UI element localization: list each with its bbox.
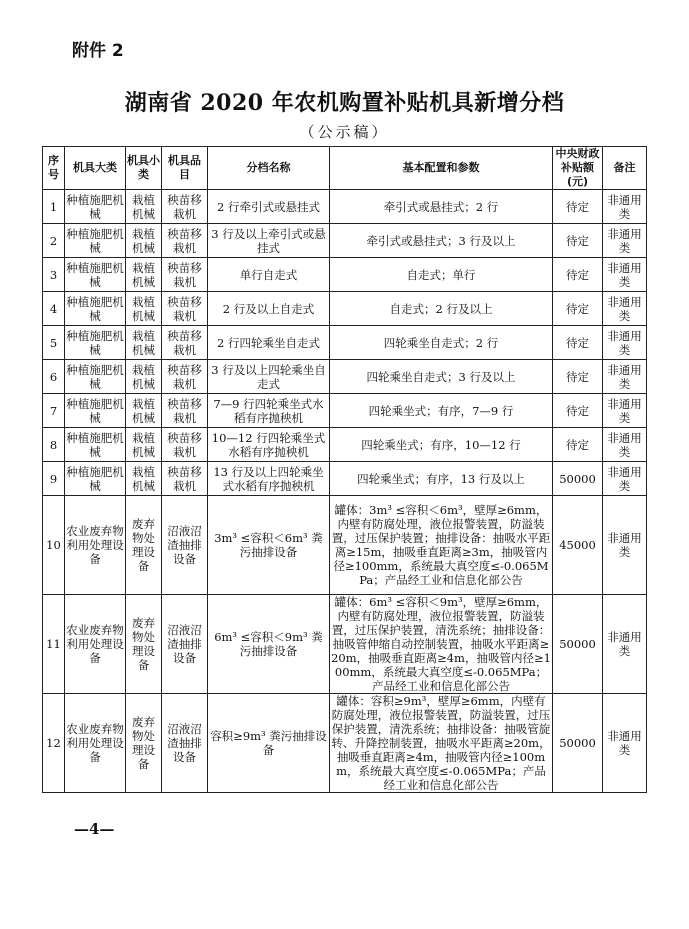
- row-number: 1: [43, 190, 65, 224]
- grade-name: 容积≥9m³ 粪污抽排设备: [208, 694, 330, 793]
- row-number: 11: [43, 595, 65, 694]
- subsidy-amount: 50000: [553, 595, 603, 694]
- row-number: 2: [43, 224, 65, 258]
- subsidy-amount: 待定: [553, 428, 603, 462]
- table-row: [43, 360, 647, 394]
- remark: 非通用类: [603, 190, 647, 224]
- attachment-label: 附件 2: [72, 41, 124, 61]
- row-number: 7: [43, 394, 65, 428]
- document-subtitle: （公示稿）: [299, 123, 390, 141]
- grade-name: 10—12 行四轮乘坐式水稻有序抛秧机: [208, 428, 330, 462]
- subsidy-amount: 待定: [553, 258, 603, 292]
- row-number: 8: [43, 428, 65, 462]
- machine-category: 种植施肥机械: [65, 326, 126, 360]
- subsidy-amount: 50000: [553, 462, 603, 496]
- grade-name: 7—9 行四轮乘坐式水稻有序抛秧机: [208, 394, 330, 428]
- machine-item: 秧苗移栽机: [162, 326, 208, 360]
- machine-subcategory: 栽植机械: [126, 394, 162, 428]
- machine-category: 种植施肥机械: [65, 190, 126, 224]
- table-row: [43, 694, 647, 793]
- table-row: [43, 462, 647, 496]
- config-params: 自走式；单行: [330, 258, 553, 292]
- grade-name: 2 行四轮乘坐自走式: [208, 326, 330, 360]
- machine-subcategory: 废弃物处理设备: [126, 496, 162, 595]
- machine-subcategory: 栽植机械: [126, 462, 162, 496]
- grade-name: 单行自走式: [208, 258, 330, 292]
- table-row: [43, 394, 647, 428]
- column-header: 中央财政补贴额(元): [553, 147, 603, 190]
- grade-name: 2 行及以上自走式: [208, 292, 330, 326]
- machine-subcategory: 栽植机械: [126, 224, 162, 258]
- remark: 非通用类: [603, 326, 647, 360]
- machine-subcategory: 栽植机械: [126, 326, 162, 360]
- machine-item: 沼液沼渣抽排设备: [162, 694, 208, 793]
- machine-category: 农业废弃物利用处理设备: [65, 694, 126, 793]
- remark: 非通用类: [603, 394, 647, 428]
- table-row: [43, 595, 647, 694]
- row-number: 9: [43, 462, 65, 496]
- machine-subcategory: 栽植机械: [126, 360, 162, 394]
- remark: 非通用类: [603, 595, 647, 694]
- machine-category: 种植施肥机械: [65, 258, 126, 292]
- machine-item: 秧苗移栽机: [162, 258, 208, 292]
- machine-item: 秧苗移栽机: [162, 292, 208, 326]
- remark: 非通用类: [603, 292, 647, 326]
- row-number: 12: [43, 694, 65, 793]
- remark: 非通用类: [603, 428, 647, 462]
- row-number: 3: [43, 258, 65, 292]
- machine-item: 秧苗移栽机: [162, 224, 208, 258]
- column-header: 分档名称: [208, 147, 330, 190]
- subsidy-amount: 50000: [553, 694, 603, 793]
- machine-category: 种植施肥机械: [65, 428, 126, 462]
- machine-category: 种植施肥机械: [65, 224, 126, 258]
- grade-name: 3 行及以上牵引式或悬挂式: [208, 224, 330, 258]
- machine-item: 秧苗移栽机: [162, 190, 208, 224]
- grade-name: 6m³ ≤容积＜9m³ 粪污抽排设备: [208, 595, 330, 694]
- row-number: 4: [43, 292, 65, 326]
- row-number: 6: [43, 360, 65, 394]
- config-params: 四轮乘坐式；有序，13 行及以上: [330, 462, 553, 496]
- grade-name: 3 行及以上四轮乘坐自走式: [208, 360, 330, 394]
- config-params: 四轮乘坐自走式；3 行及以上: [330, 360, 553, 394]
- machine-item: 沼液沼渣抽排设备: [162, 496, 208, 595]
- machine-subcategory: 栽植机械: [126, 428, 162, 462]
- machine-subcategory: 栽植机械: [126, 190, 162, 224]
- column-header: 基本配置和参数: [330, 147, 553, 190]
- table-row: [43, 292, 647, 326]
- table-header-row: [43, 147, 647, 190]
- subsidy-amount: 待定: [553, 326, 603, 360]
- config-params: 四轮乘坐式；有序，10—12 行: [330, 428, 553, 462]
- machine-category: 种植施肥机械: [65, 292, 126, 326]
- machine-category: 农业废弃物利用处理设备: [65, 595, 126, 694]
- config-params: 四轮乘坐自走式；2 行: [330, 326, 553, 360]
- config-params: 牵引式或悬挂式；3 行及以上: [330, 224, 553, 258]
- column-header: 备注: [603, 147, 647, 190]
- remark: 非通用类: [603, 360, 647, 394]
- machine-category: 种植施肥机械: [65, 360, 126, 394]
- page-number: —4—: [74, 820, 115, 838]
- config-params: 四轮乘坐式；有序，7—9 行: [330, 394, 553, 428]
- grade-name: 3m³ ≤容积＜6m³ 粪污抽排设备: [208, 496, 330, 595]
- config-params: 罐体：容积≥9m³，壁厚≥6mm，内壁有防腐处理，液位报警装置，防溢装置，过压保护装置，清洗系统；抽排设备：抽吸管旋转、升降控制装置，抽吸水平距离≥20m，抽吸垂直距离≥4m，抽吸管内径≥100mm，系统最大真空度≤-0.065MPa；产品经工业和信息化部公告: [331, 694, 551, 792]
- config-params: 自走式；2 行及以上: [330, 292, 553, 326]
- remark: 非通用类: [603, 694, 647, 793]
- table-row: [43, 428, 647, 462]
- table-row: [43, 496, 647, 595]
- table-row: [43, 326, 647, 360]
- row-number: 10: [43, 496, 65, 595]
- config-params: 罐体：3m³ ≤容积＜6m³，壁厚≥6mm，内壁有防腐处理，液位报警装置，防溢装置，过压保护装置；抽排设备：抽吸水平距离≥15m，抽吸垂直距离≥3m，抽吸管内径≥100mm，系统最大真空度≤-0.065MPa；产品经工业和信息化部公告: [330, 496, 553, 595]
- machine-item: 秧苗移栽机: [162, 428, 208, 462]
- remark: 非通用类: [603, 258, 647, 292]
- document-title: 湖南省 2020 年农机购置补贴机具新增分档: [124, 90, 565, 116]
- column-header: 序号: [43, 147, 65, 190]
- machine-subcategory: 废弃物处理设备: [126, 694, 162, 793]
- column-header: 机具品目: [162, 147, 208, 190]
- grade-name: 2 行牵引式或悬挂式: [208, 190, 330, 224]
- machine-category: 种植施肥机械: [65, 394, 126, 428]
- table-row: [43, 224, 647, 258]
- remark: 非通用类: [603, 496, 647, 595]
- machine-item: 秧苗移栽机: [162, 360, 208, 394]
- subsidy-amount: 45000: [553, 496, 603, 595]
- table-row: [43, 258, 647, 292]
- subsidy-amount: 待定: [553, 394, 603, 428]
- subsidy-amount: 待定: [553, 224, 603, 258]
- subsidy-amount: 待定: [553, 360, 603, 394]
- column-header: 机具大类: [65, 147, 126, 190]
- column-header: 机具小类: [126, 147, 162, 190]
- subsidy-amount: 待定: [553, 190, 603, 224]
- subsidy-table: [42, 146, 647, 793]
- remark: 非通用类: [603, 462, 647, 496]
- subsidy-amount: 待定: [553, 292, 603, 326]
- machine-item: 秧苗移栽机: [162, 462, 208, 496]
- remark: 非通用类: [603, 224, 647, 258]
- machine-subcategory: 栽植机械: [126, 258, 162, 292]
- grade-name: 13 行及以上四轮乘坐式水稻有序抛秧机: [208, 462, 330, 496]
- machine-category: 农业废弃物利用处理设备: [65, 496, 126, 595]
- config-params: 罐体：6m³ ≤容积＜9m³，壁厚≥6mm，内壁有防腐处理，液位报警装置，防溢装置，过压保护装置，清洗系统；抽排设备：抽吸管伸缩自动控制装置，抽吸水平距离≥20m，抽吸垂直距离≥4m，抽吸管内径≥100mm，系统最大真空度≤-0.065MPa；产品经工业和信息化部公告: [331, 595, 551, 693]
- row-number: 5: [43, 326, 65, 360]
- config-params: 牵引式或悬挂式；2 行: [330, 190, 553, 224]
- machine-item: 秧苗移栽机: [162, 394, 208, 428]
- machine-category: 种植施肥机械: [65, 462, 126, 496]
- machine-item: 沼液沼渣抽排设备: [162, 595, 208, 694]
- table-row: [43, 190, 647, 224]
- machine-subcategory: 栽植机械: [126, 292, 162, 326]
- machine-subcategory: 废弃物处理设备: [126, 595, 162, 694]
